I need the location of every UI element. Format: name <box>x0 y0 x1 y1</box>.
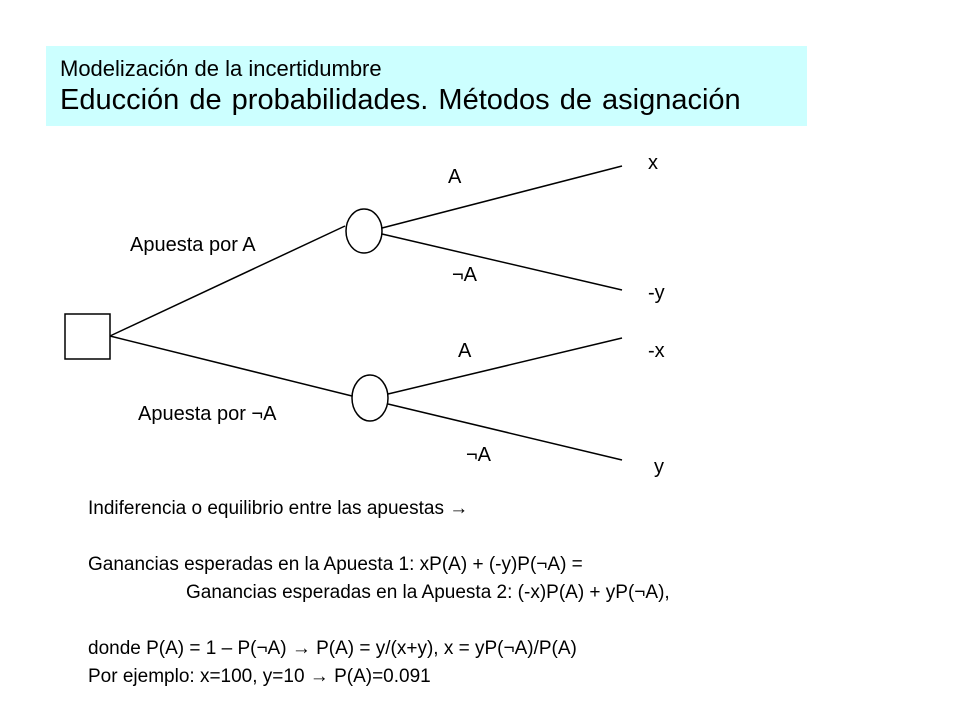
branch-bottom-a <box>388 338 622 394</box>
text-expected-2: Ganancias esperadas en la Apuesta 2: (-x)P(A) + yP(¬A), <box>186 582 670 603</box>
chance-node-top <box>346 209 382 253</box>
outcome-neg-y: -y <box>648 282 665 304</box>
label-bet-a: Apuesta por A <box>130 234 256 256</box>
slide-subtitle: Modelización de la incertidumbre <box>60 56 382 81</box>
label-bottom-a: A <box>458 340 472 362</box>
branch-top-not-a <box>382 234 622 290</box>
outcome-neg-x: -x <box>648 340 665 362</box>
chance-node-bottom <box>352 375 388 421</box>
decision-node <box>65 314 110 359</box>
text-expected-1: Ganancias esperadas en la Apuesta 1: xP(A) + (-y)P(¬A) = <box>88 554 583 575</box>
outcome-x: x <box>648 152 658 174</box>
branch-top-a <box>382 166 622 228</box>
slide-title: Educción de probabilidades. Métodos de asignación <box>60 84 741 116</box>
text-indifference: Indiferencia o equilibrio entre las apuestas → <box>88 498 469 519</box>
text-example: Por ejemplo: x=100, y=10 → P(A)=0.091 <box>88 666 431 687</box>
label-top-a: A <box>448 166 462 188</box>
text-probability-formula: donde P(A) = 1 – P(¬A) → P(A) = y/(x+y), x = yP(¬A)/P(A) <box>88 638 577 659</box>
label-top-not-a: ¬A <box>452 264 478 286</box>
label-bet-not-a: Apuesta por ¬A <box>138 403 277 425</box>
label-bottom-not-a: ¬A <box>466 444 492 466</box>
outcome-y: y <box>654 456 664 478</box>
branch-bottom-not-a <box>388 404 622 460</box>
branch-bet-not-a <box>110 336 352 396</box>
